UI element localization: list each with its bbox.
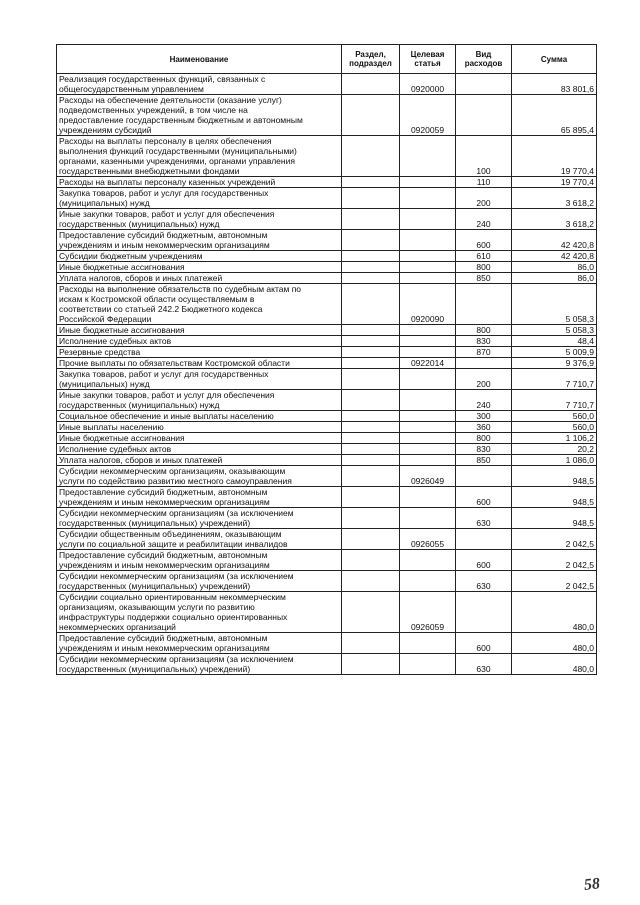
row-sum-cell: 19 770,4 — [512, 136, 597, 177]
row-name-cell: Иные бюджетные ассигнования — [57, 262, 342, 273]
row-target-cell: 0926049 — [400, 466, 456, 487]
row-sum-cell: 86,0 — [512, 262, 597, 273]
page-number: 58 — [583, 875, 601, 894]
table-row — [57, 230, 597, 251]
row-sum-cell: 9 376,9 — [512, 358, 597, 369]
row-expense-cell: 630 — [456, 571, 512, 592]
row-section-cell — [342, 284, 400, 325]
row-name-cell: Субсидии некоммерческим организациям (за исключением государственных (муниципальных) учреждений) — [57, 654, 342, 675]
row-sum-cell: 86,0 — [512, 273, 597, 284]
row-target-cell — [400, 177, 456, 188]
table-row — [57, 654, 597, 675]
row-name-cell: Расходы на выполнение обязательств по судебным актам по искам к Костромской области осуществляемым в соответствии со статьей 242.2 Бюджетного кодекса Российской Федерации — [57, 284, 342, 325]
row-name-cell: Субсидии социально ориентированным некоммерческим организациям, оказывающим услуги по развитию инфраструктуры поддержки социально ориентированных некоммерческих организаций — [57, 592, 342, 633]
row-name-cell: Иные закупки товаров, работ и услуг для обеспечения государственных (муниципальных) нужд — [57, 209, 342, 230]
row-target-cell — [400, 188, 456, 209]
row-target-cell — [400, 251, 456, 262]
row-sum-cell: 1 106,2 — [512, 433, 597, 444]
row-target-cell — [400, 230, 456, 251]
row-name-cell: Исполнение судебных актов — [57, 336, 342, 347]
row-section-cell — [342, 325, 400, 336]
row-name-cell: Предоставление субсидий бюджетным, автономным учреждениям и иным некоммерческим организациям — [57, 487, 342, 508]
row-expense-cell: 240 — [456, 209, 512, 230]
row-name-cell: Закупка товаров, работ и услуг для государственных (муниципальных) нужд — [57, 369, 342, 390]
row-target-cell — [400, 347, 456, 358]
row-expense-cell: 240 — [456, 390, 512, 411]
table-row — [57, 422, 597, 433]
row-target-cell — [400, 550, 456, 571]
row-section-cell — [342, 390, 400, 411]
row-expense-cell — [456, 592, 512, 633]
row-section-cell — [342, 209, 400, 230]
table-header-row — [57, 45, 597, 74]
row-expense-cell: 110 — [456, 177, 512, 188]
row-name-cell: Предоставление субсидий бюджетным, автономным учреждениям и иным некоммерческим организациям — [57, 550, 342, 571]
row-name-cell: Резервные средства — [57, 347, 342, 358]
row-section-cell — [342, 358, 400, 369]
row-section-cell — [342, 455, 400, 466]
row-expense-cell: 600 — [456, 487, 512, 508]
row-target-cell — [400, 571, 456, 592]
table-body — [57, 74, 597, 675]
row-section-cell — [342, 487, 400, 508]
table-row — [57, 177, 597, 188]
row-expense-cell: 830 — [456, 336, 512, 347]
row-sum-cell: 42 420,8 — [512, 251, 597, 262]
row-name-cell: Закупка товаров, работ и услуг для государственных (муниципальных) нужд — [57, 188, 342, 209]
table-row — [57, 529, 597, 550]
row-target-cell — [400, 369, 456, 390]
row-section-cell — [342, 136, 400, 177]
row-name-cell: Субсидии бюджетным учреждениям — [57, 251, 342, 262]
row-sum-cell: 5 058,3 — [512, 325, 597, 336]
row-expense-cell: 800 — [456, 262, 512, 273]
row-target-cell — [400, 422, 456, 433]
row-section-cell — [342, 571, 400, 592]
row-sum-cell: 3 618,2 — [512, 188, 597, 209]
row-expense-cell — [456, 284, 512, 325]
row-section-cell — [342, 95, 400, 136]
table-row — [57, 284, 597, 325]
row-name-cell: Субсидии некоммерческим организациям, оказывающим услуги по содействию развитию местного самоуправления — [57, 466, 342, 487]
row-sum-cell: 2 042,5 — [512, 550, 597, 571]
row-target-cell — [400, 336, 456, 347]
table-row — [57, 358, 597, 369]
row-name-cell: Субсидии некоммерческим организациям (за исключением государственных (муниципальных) учреждений) — [57, 508, 342, 529]
row-name-cell: Иные бюджетные ассигнования — [57, 325, 342, 336]
row-target-cell — [400, 508, 456, 529]
row-expense-cell: 850 — [456, 455, 512, 466]
header-target: Целевая статья — [400, 45, 456, 74]
table-row — [57, 95, 597, 136]
table-row — [57, 188, 597, 209]
row-expense-cell — [456, 74, 512, 95]
row-sum-cell: 480,0 — [512, 654, 597, 675]
row-target-cell — [400, 136, 456, 177]
table-row — [57, 487, 597, 508]
row-section-cell — [342, 592, 400, 633]
header-section: Раздел, подраздел — [342, 45, 400, 74]
row-name-cell: Исполнение судебных актов — [57, 444, 342, 455]
row-section-cell — [342, 273, 400, 284]
row-section-cell — [342, 422, 400, 433]
row-name-cell: Прочие выплаты по обязательствам Костромской области — [57, 358, 342, 369]
row-expense-cell — [456, 358, 512, 369]
row-sum-cell: 83 801,6 — [512, 74, 597, 95]
row-section-cell — [342, 262, 400, 273]
row-name-cell: Иные выплаты населению — [57, 422, 342, 433]
row-name-cell: Субсидии общественным объединениям, оказывающим услуги по социальной защите и реабилитации инвалидов — [57, 529, 342, 550]
row-target-cell — [400, 390, 456, 411]
row-expense-cell: 600 — [456, 633, 512, 654]
row-section-cell — [342, 633, 400, 654]
row-target-cell: 0926055 — [400, 529, 456, 550]
header-name: Наименование — [57, 45, 342, 74]
row-expense-cell: 360 — [456, 422, 512, 433]
row-expense-cell: 830 — [456, 444, 512, 455]
row-name-cell: Предоставление субсидий бюджетным, автономным учреждениям и иным некоммерческим организациям — [57, 633, 342, 654]
row-sum-cell: 480,0 — [512, 592, 597, 633]
row-name-cell: Иные закупки товаров, работ и услуг для обеспечения государственных (муниципальных) нужд — [57, 390, 342, 411]
table-row — [57, 571, 597, 592]
row-expense-cell — [456, 95, 512, 136]
row-name-cell: Расходы на выплаты персоналу казенных учреждений — [57, 177, 342, 188]
header-sum: Сумма — [512, 45, 597, 74]
row-target-cell: 0920059 — [400, 95, 456, 136]
row-name-cell: Уплата налогов, сборов и иных платежей — [57, 273, 342, 284]
header-expense: Вид расходов — [456, 45, 512, 74]
row-expense-cell: 200 — [456, 188, 512, 209]
table-row — [57, 466, 597, 487]
table-row — [57, 455, 597, 466]
row-sum-cell: 2 042,5 — [512, 571, 597, 592]
row-expense-cell: 630 — [456, 654, 512, 675]
table-row — [57, 262, 597, 273]
table-row — [57, 347, 597, 358]
table-row — [57, 369, 597, 390]
row-target-cell — [400, 487, 456, 508]
row-section-cell — [342, 433, 400, 444]
row-name-cell: Реализация государственных функций, связанных с общегосударственным управлением — [57, 74, 342, 95]
table-row — [57, 325, 597, 336]
row-expense-cell: 600 — [456, 230, 512, 251]
row-target-cell — [400, 209, 456, 230]
table-row — [57, 336, 597, 347]
row-sum-cell: 5 009,9 — [512, 347, 597, 358]
row-sum-cell: 1 086,0 — [512, 455, 597, 466]
row-target-cell — [400, 325, 456, 336]
row-sum-cell: 65 895,4 — [512, 95, 597, 136]
row-target-cell — [400, 411, 456, 422]
row-name-cell: Расходы на выплаты персоналу в целях обеспечения выполнения функций государственными (муниципальными) органами, казенными учреждениями, органами управления государственными внебюджетными фондами — [57, 136, 342, 177]
row-sum-cell: 560,0 — [512, 411, 597, 422]
row-section-cell — [342, 369, 400, 390]
row-target-cell: 0920000 — [400, 74, 456, 95]
row-name-cell: Уплата налогов, сборов и иных платежей — [57, 455, 342, 466]
row-name-cell: Расходы на обеспечение деятельности (оказание услуг) подведомственных учреждений, в том числе на предоставление государственным бюджетным и автономным учреждениям субсидий — [57, 95, 342, 136]
row-sum-cell: 19 770,4 — [512, 177, 597, 188]
row-sum-cell: 948,5 — [512, 487, 597, 508]
row-sum-cell: 948,5 — [512, 508, 597, 529]
row-expense-cell: 800 — [456, 325, 512, 336]
row-expense-cell: 600 — [456, 550, 512, 571]
row-sum-cell: 5 058,3 — [512, 284, 597, 325]
table-row — [57, 273, 597, 284]
row-sum-cell: 480,0 — [512, 633, 597, 654]
row-sum-cell: 2 042,5 — [512, 529, 597, 550]
row-target-cell: 0926059 — [400, 592, 456, 633]
row-section-cell — [342, 336, 400, 347]
row-expense-cell: 610 — [456, 251, 512, 262]
row-sum-cell: 948,5 — [512, 466, 597, 487]
row-section-cell — [342, 444, 400, 455]
table-row — [57, 592, 597, 633]
row-section-cell — [342, 508, 400, 529]
row-expense-cell: 300 — [456, 411, 512, 422]
row-sum-cell: 560,0 — [512, 422, 597, 433]
row-expense-cell: 630 — [456, 508, 512, 529]
row-section-cell — [342, 550, 400, 571]
row-expense-cell — [456, 529, 512, 550]
table-row — [57, 508, 597, 529]
row-expense-cell: 200 — [456, 369, 512, 390]
row-sum-cell: 3 618,2 — [512, 209, 597, 230]
row-name-cell: Предоставление субсидий бюджетным, автономным учреждениям и иным некоммерческим организациям — [57, 230, 342, 251]
row-section-cell — [342, 230, 400, 251]
table-row — [57, 251, 597, 262]
table-row — [57, 74, 597, 95]
row-expense-cell: 800 — [456, 433, 512, 444]
row-section-cell — [342, 654, 400, 675]
row-expense-cell: 870 — [456, 347, 512, 358]
row-section-cell — [342, 251, 400, 262]
row-target-cell — [400, 654, 456, 675]
row-target-cell: 0920090 — [400, 284, 456, 325]
table-row — [57, 633, 597, 654]
row-expense-cell: 100 — [456, 136, 512, 177]
table-row — [57, 411, 597, 422]
row-section-cell — [342, 466, 400, 487]
table-row — [57, 433, 597, 444]
row-section-cell — [342, 74, 400, 95]
table-row — [57, 209, 597, 230]
row-section-cell — [342, 411, 400, 422]
row-sum-cell: 7 710,7 — [512, 369, 597, 390]
row-target-cell — [400, 633, 456, 654]
table-row — [57, 390, 597, 411]
row-target-cell — [400, 273, 456, 284]
row-expense-cell: 850 — [456, 273, 512, 284]
row-target-cell: 0922014 — [400, 358, 456, 369]
row-expense-cell — [456, 466, 512, 487]
row-target-cell — [400, 444, 456, 455]
row-name-cell: Субсидии некоммерческим организациям (за исключением государственных (муниципальных) учреждений) — [57, 571, 342, 592]
row-section-cell — [342, 347, 400, 358]
row-section-cell — [342, 529, 400, 550]
row-section-cell — [342, 177, 400, 188]
table-row — [57, 136, 597, 177]
row-name-cell: Социальное обеспечение и иные выплаты населению — [57, 411, 342, 422]
row-section-cell — [342, 188, 400, 209]
row-target-cell — [400, 433, 456, 444]
row-sum-cell: 7 710,7 — [512, 390, 597, 411]
row-sum-cell: 48,4 — [512, 336, 597, 347]
budget-table — [56, 44, 597, 675]
row-target-cell — [400, 455, 456, 466]
row-sum-cell: 20,2 — [512, 444, 597, 455]
table-row — [57, 550, 597, 571]
row-target-cell — [400, 262, 456, 273]
table-row — [57, 444, 597, 455]
row-name-cell: Иные бюджетные ассигнования — [57, 433, 342, 444]
row-sum-cell: 42 420,8 — [512, 230, 597, 251]
